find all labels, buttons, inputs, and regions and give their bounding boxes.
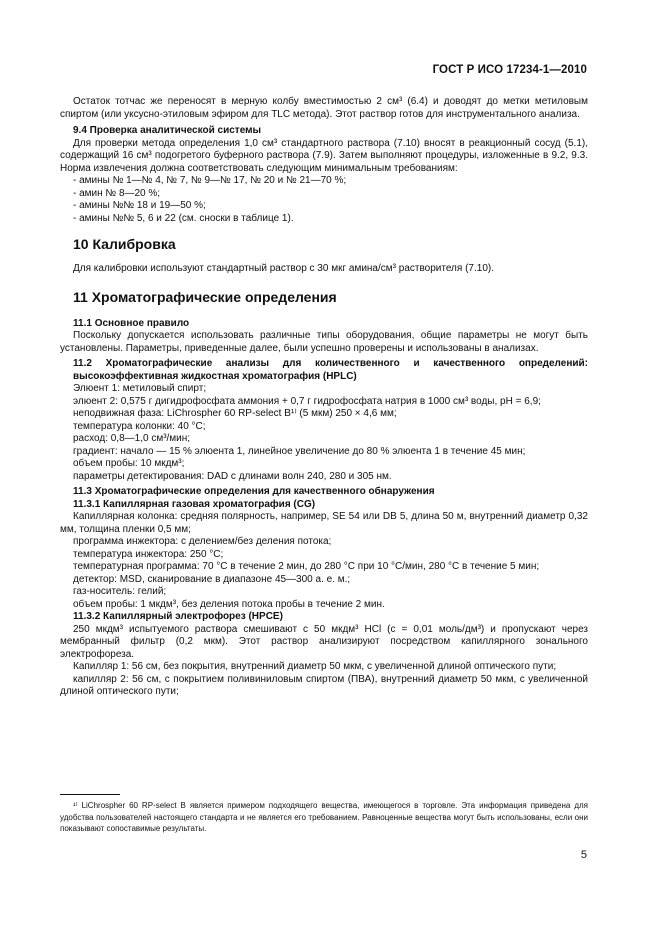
hplc-param: градиент: начало — 15 % элюента 1, линейное увеличение до 80 % элюента 1 в течение 45 мин; xyxy=(73,445,526,457)
list-item: - амины №№ 5, 6 и 22 (см. сноски в таблице 1). xyxy=(73,212,294,224)
document-header: ГОСТ Р ИСО 17234-1—2010 xyxy=(432,64,587,76)
section-10-paragraph: Для калибровки используют стандартный раствор с 30 мкг амина/см³ растворителя (7.10). xyxy=(73,263,494,274)
hplc-param: объем пробы: 10 мкдм³; xyxy=(73,458,185,469)
section-11-3-title: 11.3 Хроматографические определения для качественного обнаружения xyxy=(73,486,435,497)
page-number: 5 xyxy=(580,849,587,861)
gc-param: Капиллярная колонка: средняя полярность, например, SE 54 или DB 5, длина 50 м, внутренний диаметр 0,32 мм, толщина пленки 0,5 мм; xyxy=(60,511,588,535)
section-11-2-title: 11.2 Хроматографические анализы для количественного и качественного определений: высокоэффективная жидкостная хроматография (HPLC) xyxy=(73,358,588,382)
list-item: - амин № 8—20 %; xyxy=(73,187,161,199)
gc-param: температура инжектора: 250 °С; xyxy=(73,548,224,560)
section-9-4-paragraph: Для проверки метода определения 1,0 см³ стандартного раствора (7.10) вносят в реакционный сосуд (5.1), содержащий 16 см³ подогретого буферного раствора (7.9). Затем выполняют процедуры, изложенные в 9.2, 9.3. Норма извлечения должна соответствовать следующим минимальным требованиям: xyxy=(60,137,588,174)
gc-param: детектор: MSD, сканирование в диапазоне 45—300 а. е. м.; xyxy=(73,573,351,585)
section-11-1-paragraph: Поскольку допускается использовать различные типы оборудования, общие параметры не могут быть установлены. Параметры, приведенные далее, были успешно проверены и использованы в анализах. xyxy=(60,330,588,354)
hplc-param: неподвижная фаза: LiChrospher 60 RP-select B¹⁾ (5 мкм) 250 × 4,6 мм; xyxy=(73,408,397,419)
list-item: - амины №№ 18 и 19—50 %; xyxy=(73,200,206,211)
section-10-title: 10 Калибровка xyxy=(73,236,176,252)
hplc-param: температура колонки: 40 °С; xyxy=(73,420,206,432)
capillary-1: Капилляр 1: 56 см, без покрытия, внутренний диаметр 50 мкм, с увеличенной длиной оптического пути; xyxy=(73,661,557,672)
recovery-requirements-list xyxy=(60,175,588,225)
list-item: - амины № 1—№ 4, № 7, № 9—№ 17, № 20 и № 21—70 %; xyxy=(73,175,347,186)
intro-paragraph: Остаток тотчас же переносят в мерную колбу вместимостью 2 см³ (6.4) и доводят до метки метиловым спиртом (или уксусно-этиловым эфиром для TLC метода). Этот раствор готов для инструментального анализа. xyxy=(60,96,588,120)
capillary-2: капилляр 2: 56 см, с покрытием поливиниловым спиртом (ПВА), внутренний диаметр 50 мкм, с увеличенной длиной оптического пути; xyxy=(60,673,588,697)
section-9-4-title: 9.4 Проверка аналитической системы xyxy=(73,125,262,136)
hplc-param: элюент 2: 0,575 г дигидрофосфата аммония + 0,7 г гидрофосфата натрия в 1000 см³ воды, pH = 6,9; xyxy=(73,395,541,407)
section-11-3-2-title: 11.3.2 Капиллярный электрофорез (HPCE) xyxy=(73,611,283,622)
hplc-param: Элюент 1: метиловый спирт; xyxy=(73,383,207,394)
gc-param: газ-носитель: гелий; xyxy=(73,586,167,597)
section-11-title: 11 Хроматографические определения xyxy=(73,288,337,305)
footnote-divider xyxy=(60,794,120,795)
gc-param: температурная программа: 70 °С в течение 2 мин, до 280 °С при 10 °С/мин, 280 °С в течение 5 мин; xyxy=(73,561,540,572)
hpce-paragraph: 250 мкдм³ испытуемого раствора смешивают с 50 мкдм³ HCl (c = 0,01 моль/дм³) и пропускают через мембранный фильтр (0,2 мкм). Этот раствор анализируют посредством капиллярного зонального электрофореза. xyxy=(60,623,588,660)
gc-param: программа инжектора: с делением/без деления потока; xyxy=(73,536,332,547)
hplc-param: расход: 0,8—1,0 см³/мин; xyxy=(73,433,191,444)
gc-param: объем пробы: 1 мкдм³, без деления потока пробы в течение 2 мин. xyxy=(73,598,385,610)
section-11-1-title: 11.1 Основное правило xyxy=(73,317,190,329)
section-11-3-1-title: 11.3.1 Капиллярная газовая хроматография (CG) xyxy=(73,498,316,510)
hplc-param: параметры детектирования: DAD с длинами волн 240, 280 и 305 нм. xyxy=(73,470,392,482)
main-content xyxy=(60,96,588,699)
footnote: ¹⁾ LiChrospher 60 RP-select B является примером подходящего вещества, имеющегося в торговле. Эта информация приведена для удобства пользователей настоящего стандарта и не является его требованием. Равноценные вещества могут быть использованы, если они показывают сопоставимые результаты. xyxy=(60,801,588,833)
